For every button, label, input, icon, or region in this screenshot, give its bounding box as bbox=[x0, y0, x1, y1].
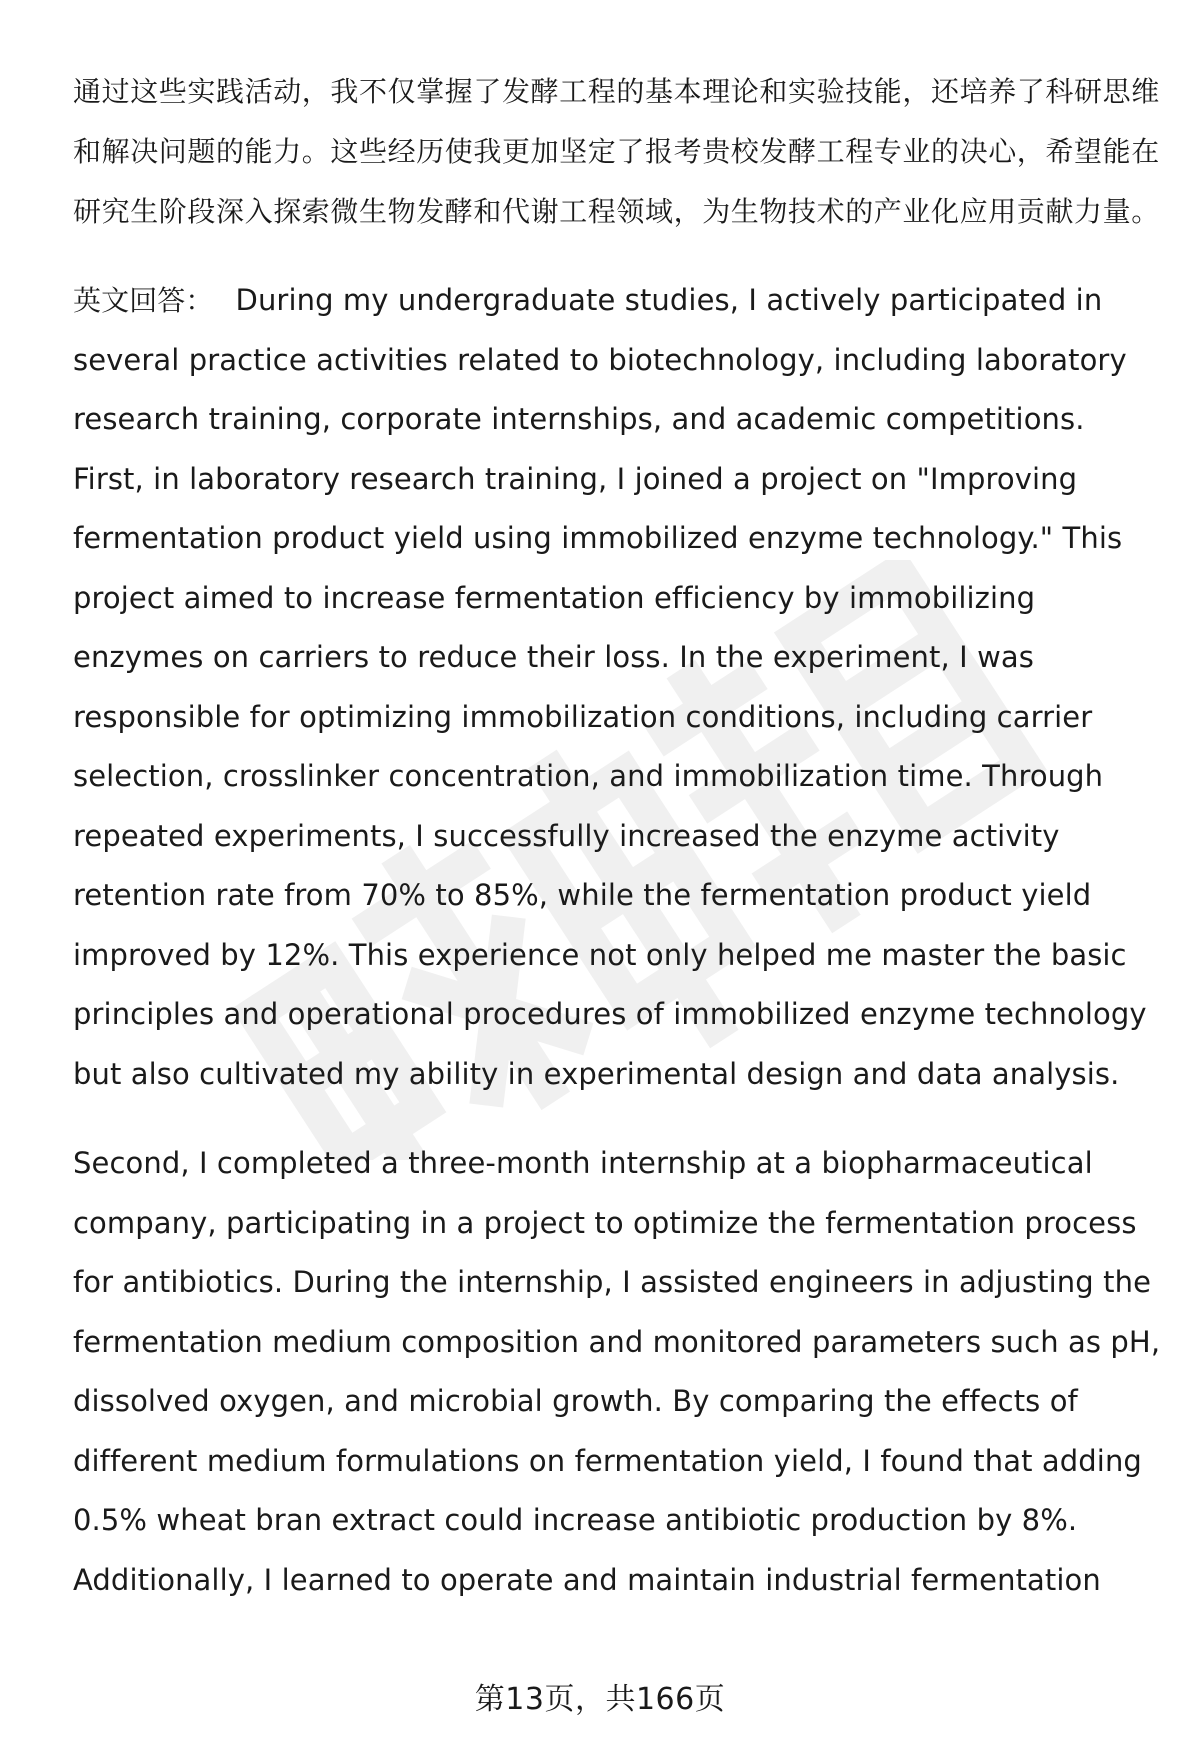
english-answer-label: 英文回答： bbox=[73, 284, 214, 317]
document-body bbox=[73, 62, 1163, 1610]
paragraph-zh-conclusion: 通过这些实践活动，我不仅掌握了发酵工程的基本理论和实验技能，还培养了科研思维和解决问题的能力。这些经历使我更加坚定了报考贵校发酵工程专业的决心，希望能在研究生阶段深入探索微生物发酵和代谢工程领域，为生物技术的产业化应用贡献力量。 bbox=[73, 75, 1160, 228]
page-number-footer: 第13页，共166页 bbox=[474, 1682, 726, 1717]
paragraph-en-first bbox=[73, 271, 1163, 1104]
paragraph-en-second: Second, I completed a three-month internship at a biopharmaceutical company, participating in a project to optimize the fermentation process for antibiotics. During the internship, I assisted engineers in adjusting the fermentation medium composition and monitored parameters such as pH, dissolved oxygen, and microbial growth. By comparing the effects of different medium formulations on fermentation yield, I found that adding 0.5% wheat bran extract could increase antibiotic production by 8%. Additionally, I learned to operate and maintain industrial fermentation bbox=[73, 1146, 1161, 1597]
paragraph-en-first-text: During my undergraduate studies, I actively participated in several practice activities related to biotechnology, including laboratory research training, corporate internships, and academic competitions. First, in laboratory research training, I joined a project on "Improving fermentation product yield using immobilized enzyme technology." This project aimed to increase fermentation efficiency by immobilizing enzymes on carriers to reduce their loss. In the experiment, I was responsible for optimizing immobilization conditions, including carrier selection, crosslinker concentration, and immobilization time. Through repeated experiments, I successfully increased the enzyme activity retention rate from 70% to 85%, while the fermentation product yield improved by 12%. This experience not only helped me master the basic principles and operational procedures of immobilized enzyme technology but also cultivated my ability in experimental design and data analysis. bbox=[73, 283, 1147, 1091]
